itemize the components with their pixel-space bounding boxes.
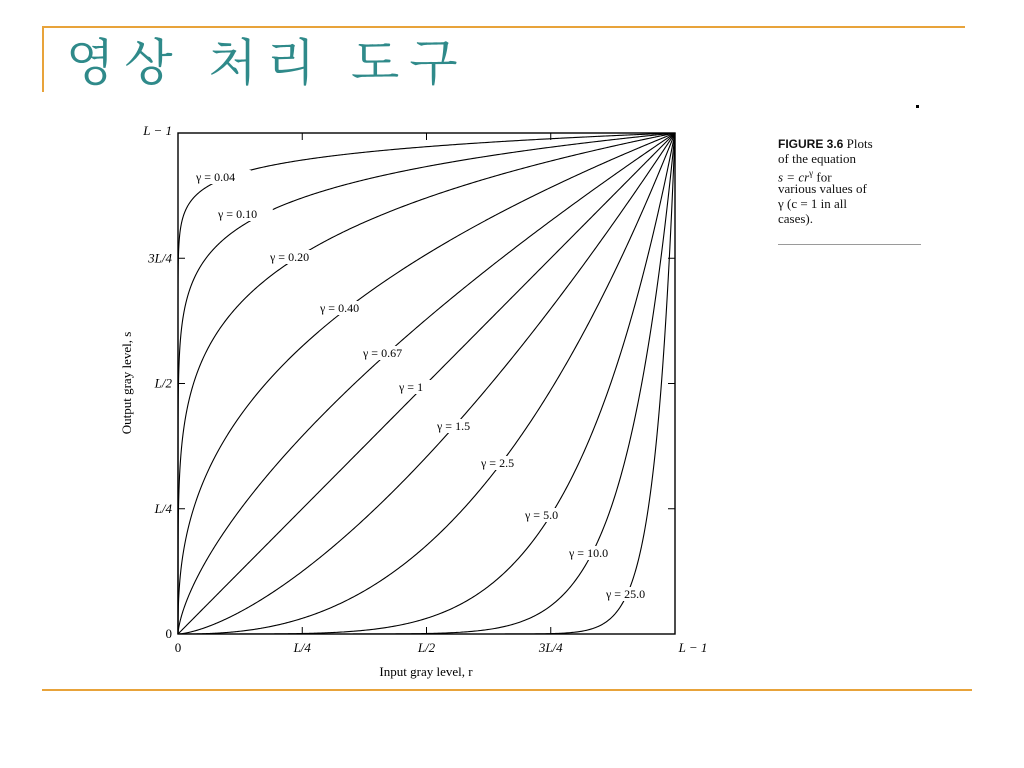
y-tick-label: 0 <box>165 626 172 641</box>
figure-caption-line-4: various values of <box>778 181 867 196</box>
y-tick-label: L − 1 <box>143 123 172 138</box>
curve-label-gamma-1: γ = 1 <box>399 380 424 394</box>
equation-superscript: γ <box>809 168 814 178</box>
equation-text: s = cr <box>778 169 810 185</box>
figure-label: FIGURE 3.6 <box>778 137 844 151</box>
curve-label-gamma-25: γ = 25.0 <box>606 587 646 601</box>
figure-caption-line-2: of the equation <box>778 151 856 166</box>
y-tick-label: L/4 <box>154 500 172 516</box>
caption-text: Plots <box>843 136 873 151</box>
caption-rule <box>778 244 921 245</box>
x-axis-label: Input gray level, r <box>379 664 473 679</box>
y-axis-label: Output gray level, s <box>119 331 134 435</box>
figure-caption-line-6: cases). <box>778 211 814 226</box>
curve-label-gamma-0.2: γ = 0.20 <box>270 250 310 264</box>
caption-text: for <box>813 169 832 185</box>
x-tick-label: L − 1 <box>678 640 708 655</box>
curve-label-gamma-0.04: γ = 0.04 <box>196 170 236 184</box>
caption-mark <box>916 105 919 108</box>
curve-label-gamma-1.5: γ = 1.5 <box>437 419 471 433</box>
x-tick-label: 0 <box>174 640 182 655</box>
x-tick-label: L/4 <box>293 640 311 655</box>
curve-label-gamma-10: γ = 10.0 <box>569 546 609 560</box>
curve-label-gamma-0.4: γ = 0.40 <box>320 301 360 315</box>
x-tick-label: 3L/4 <box>538 640 563 655</box>
curve-label-gamma-0.67: γ = 0.67 <box>363 346 403 360</box>
curve-label-gamma-0.1: γ = 0.10 <box>218 207 258 221</box>
figure-caption-line-5: γ (c = 1 in all <box>778 196 848 211</box>
y-tick-label: 3L/4 <box>148 250 172 266</box>
curve-label-gamma-2.5: γ = 2.5 <box>481 456 515 470</box>
slide-title: 영상 처리 도구 <box>66 34 468 92</box>
curve-label-gamma-5: γ = 5.0 <box>525 508 559 522</box>
y-tick-label: L/2 <box>154 375 172 391</box>
figure-caption-line-1 <box>778 136 938 152</box>
x-tick-label: L/2 <box>417 640 436 655</box>
